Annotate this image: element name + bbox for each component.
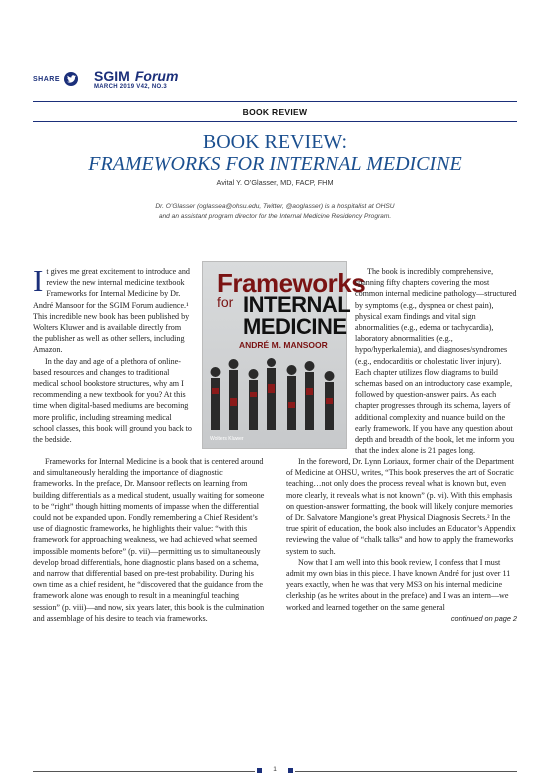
page-number: 1 bbox=[273, 766, 277, 773]
cover-author: ANDRÉ M. MANSOOR bbox=[239, 340, 328, 350]
issue-date: MARCH 2019 V42, NO.3 bbox=[94, 84, 168, 90]
article-title-line1: BOOK REVIEW: bbox=[202, 131, 348, 153]
body-column-right-top bbox=[355, 266, 517, 456]
body-column-left-lower bbox=[33, 456, 265, 624]
paragraph-3: Frameworks for Internal Medicine is a book that is centered around and simultaneously heralding the importance of diagnostic frameworks. In the preface, Dr. Mansoor reflects on learning from building differentials as a medical student, usually waiting for someone to be “right” though hitting moments of impasse when the differential could not be expanded upon. Fondly remembering a Chief Resident’s use of diagnostic frameworks, he highlights their value: “with this framework for approaching weakness, we had achieved what seemed impossible moments before” (p. vii)—permitting us to simultaneously develop broad differentials, hone diagnostic plans based on a schema, and narrow that differential based on pre-test probability. During his own time as a chief resident, he “discovered that the guidance from the framework alone was enough to result in a meaningful teaching session” (p. viii)—and now, six years later, this book is the culmination and assemblage of his desire to teach via frameworks. bbox=[33, 457, 265, 623]
book-cover-image bbox=[203, 262, 366, 448]
footer-square-left bbox=[257, 768, 262, 773]
paragraph-intro: It gives me great excitement to introduce and review the new internal medicine textbook Frameworks for Internal Medicine by Dr. André Mansoor for the SGIM Forum audience.¹ This incredible new book has been published by Wolters Kluwer and is available directly from the publisher as well as other sellers, including Amazon. bbox=[33, 263, 190, 355]
article-title bbox=[0, 131, 550, 175]
continued-link[interactable]: continued on page 2 bbox=[450, 613, 517, 623]
share-label: SHARE bbox=[33, 75, 61, 83]
cover-title-for: for bbox=[217, 294, 234, 310]
share-link[interactable] bbox=[33, 72, 78, 86]
drop-cap: I bbox=[33, 263, 44, 298]
paragraph-right-2: In the foreword, Dr. Lynn Loriaux, former chair of the Department of Medicine at OHSU, writes, “This book preserves the art of Socratic teaching…not only does the process reveal what is known but, even more clearly, it reveals what is not known” (p. vi). With this emphasis on question-answer formatting, the book will likely conjure memories of Dr. Salvatore Mangione’s great Physical Diagnosis Secrets.² In the true spirit of education, the book also includes an Educator’s Appendix reviewing the value of “chalk talks” and how to apply the frameworks system to such. bbox=[286, 457, 516, 556]
cover-title-internal: INTERNAL bbox=[243, 292, 351, 317]
masthead bbox=[0, 0, 550, 100]
cover-publisher: Wolters Kluwer bbox=[210, 436, 244, 442]
paragraph-2: In the day and age of a plethora of online-based resources and changes to traditional medical school bookstore structures, why am I recommending a new textbook for you? At this time when digital-based mediums are becoming more prolific, including streaming medical school classes, this book will ground you back to the bedside. bbox=[33, 356, 192, 445]
article-title-line2: FRAMEWORKS FOR INTERNAL MEDICINE bbox=[88, 153, 462, 175]
body-column-left-top bbox=[33, 263, 193, 445]
header-rule-top bbox=[33, 101, 517, 102]
logo-forum: Forum bbox=[134, 68, 179, 84]
page-footer bbox=[0, 766, 550, 776]
cover-title-frameworks: Frameworks bbox=[217, 268, 366, 298]
sgim-forum-logo bbox=[94, 66, 178, 90]
article-author: Avital Y. O’Glasser, MD, FACP, FHM bbox=[216, 178, 334, 187]
body-column-right-lower bbox=[286, 456, 517, 624]
footer-rule-left bbox=[33, 771, 255, 772]
footer-rule-right bbox=[295, 771, 517, 772]
section-label: BOOK REVIEW bbox=[242, 107, 308, 117]
header-rule-bottom bbox=[33, 121, 517, 122]
paragraph-right-1: The book is incredibly comprehensive, spanning fifty chapters covering the most common internal medicine pathology—structured by symptoms (e.g., dyspnea or chest pain), physical exam findings and vital sign abnormalities (e.g., edema or tachycardia), laboratory abnormalities (e.g., hypo/hyperkalemia), and diagnoses/syndromes (e.g., endocarditis or cholestatic liver injury). Each chapter utilizes flow diagrams to build schemas based on an introductory case example, followed by question-answer pairs. As each chapter progresses through its schema, layers of additional complexity and nuance build on the early framework. If you have any question about depth and breadth of the book, let me inform you that the index alone is 21 pages long. bbox=[355, 267, 517, 456]
cover-title-medicine: MEDICINE bbox=[243, 314, 347, 339]
paragraph-right-3: Now that I am well into this book review, I confess that I must admit my own bias in this piece. I have known André for just over 11 years exactly, when he was that very MS3 on his internal medicine clerkship (as he writes about in the preface) and I was an intern—we worked and learned together on the same general bbox=[286, 557, 511, 612]
footer-square-right bbox=[288, 768, 293, 773]
twitter-icon[interactable] bbox=[64, 72, 78, 86]
logo-sgim: SGIM bbox=[94, 68, 130, 84]
cover-figures-illustration bbox=[203, 358, 346, 434]
author-bio: Dr. O’Glasser (oglassea@ohsu.edu, Twitter, @aoglasser) is a hospitalist at OHSU and an assistant program director for the Internal Medicine Residency Program. bbox=[155, 203, 395, 220]
